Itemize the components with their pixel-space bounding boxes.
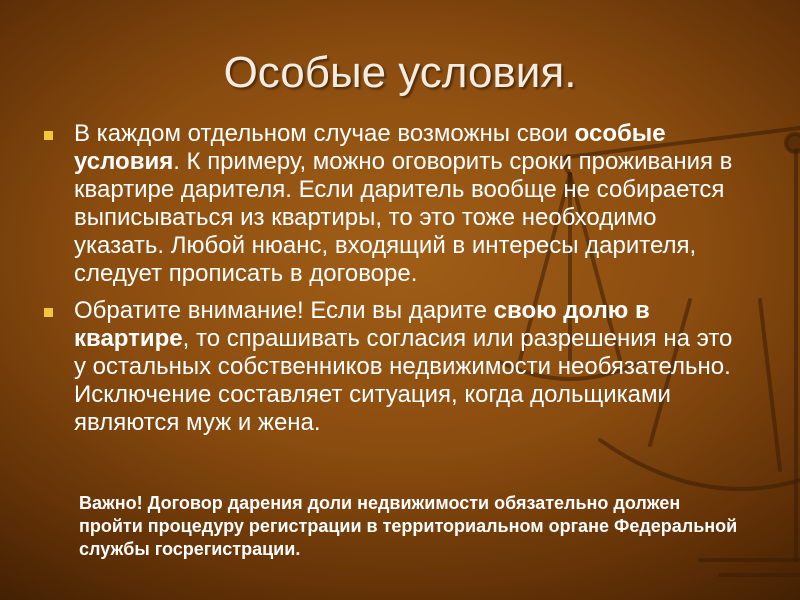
bullet-list (44, 120, 736, 446)
bullet-text-part: . К примеру, можно оговорить сроки проживания в квартире дарителя. Если даритель вообще не собирается выписываться из квартиры, то это тоже необходимо указать. Любой нюанс, входящий в интересы дарителя, следует прописать в договоре. (74, 148, 733, 287)
important-note: Важно! Договор дарения доли недвижимости обязательно должен пройти процедуру регистрации в территориальном органе Федеральной службы госрегистрации. (79, 493, 738, 559)
bullet-text-part: Обратите внимание! Если вы дарите (74, 297, 494, 324)
bullet-text (74, 120, 732, 287)
square-bullet-icon (44, 308, 53, 317)
bullet-item (44, 297, 736, 437)
slide-title: Особые условия. (223, 48, 577, 97)
bullet-text (74, 297, 732, 436)
bullet-text-emphasis: свою долю в квартире (74, 297, 650, 352)
bullet-item (44, 120, 736, 288)
square-bullet-icon (44, 131, 53, 140)
bullet-text-emphasis: особые условия (74, 120, 666, 175)
bullet-text-part: В каждом отдельном случае возможны свои (74, 120, 575, 147)
bullet-text-part: , то спрашивать согласия или разрешения на это у остальных собственников недвижимости необязательно. Исключение составляет ситуация, когда дольщиками являются муж и жена. (74, 325, 733, 436)
